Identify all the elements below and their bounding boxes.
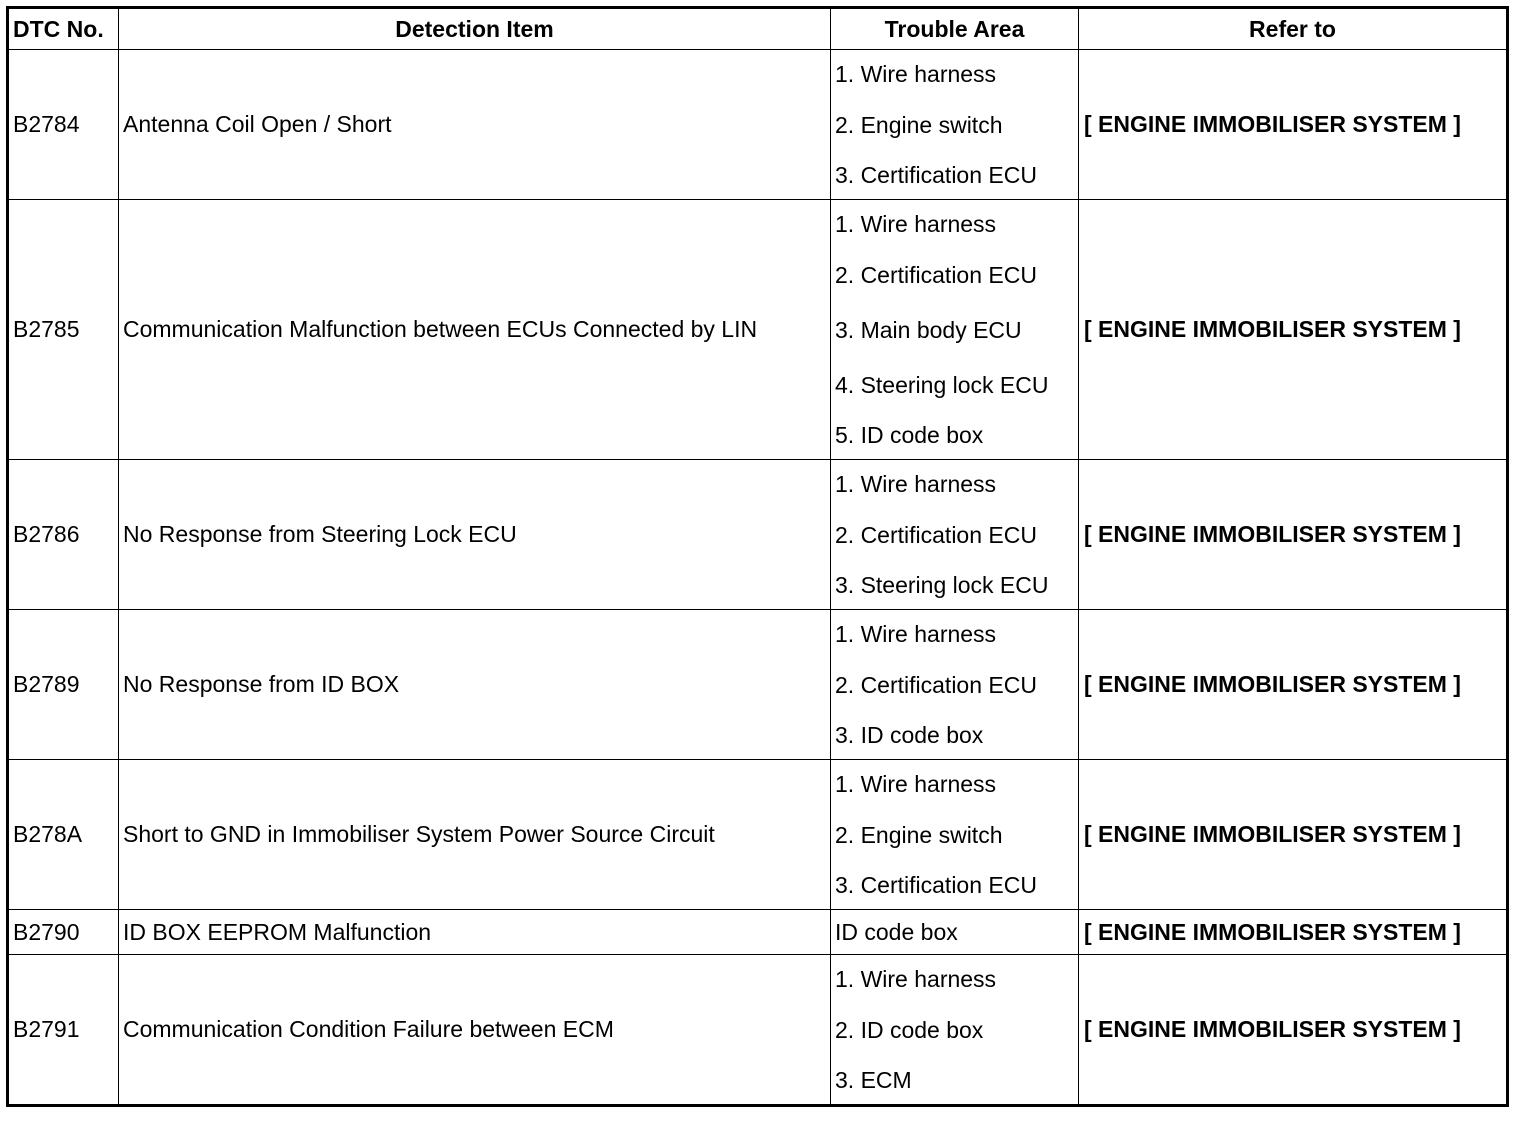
trouble-area-item: 1. Wire harness <box>835 211 997 237</box>
dtc-code-cell: B2785 <box>8 200 119 460</box>
trouble-area-item: 2. Engine switch <box>835 821 1003 848</box>
trouble-area-list <box>835 957 1074 1102</box>
trouble-area-item: 2. Certification ECU <box>835 261 1037 288</box>
dtc-table <box>6 6 1509 1107</box>
trouble-area-item: 4. Steering lock ECU <box>835 371 1049 398</box>
dtc-code-cell: B2789 <box>8 610 119 760</box>
trouble-area-cell: ID code box <box>831 910 1079 955</box>
trouble-area-item: 3. Main body ECU <box>835 316 1022 343</box>
refer-to-link[interactable]: [ ENGINE IMMOBILISER SYSTEM ] <box>1079 610 1508 760</box>
detection-item-cell: Communication Condition Failure between ECM <box>119 955 831 1106</box>
table-row <box>8 760 1508 910</box>
trouble-area-cell <box>831 955 1079 1106</box>
header-detection-item: Detection Item <box>119 8 831 50</box>
trouble-area-list <box>835 202 1074 457</box>
trouble-area-list <box>835 462 1074 607</box>
header-row <box>8 8 1508 50</box>
refer-to-link[interactable]: [ ENGINE IMMOBILISER SYSTEM ] <box>1079 955 1508 1106</box>
dtc-code-cell: B2790 <box>8 910 119 955</box>
dtc-code-cell: B2784 <box>8 50 119 200</box>
trouble-area-item: 3. Certification ECU <box>835 872 1037 898</box>
trouble-area-cell <box>831 200 1079 460</box>
trouble-area-cell <box>831 610 1079 760</box>
detection-item-cell: Antenna Coil Open / Short <box>119 50 831 200</box>
refer-to-link[interactable]: [ ENGINE IMMOBILISER SYSTEM ] <box>1079 460 1508 610</box>
table-header <box>8 8 1508 50</box>
trouble-area-item: 2. ID code box <box>835 1016 984 1043</box>
trouble-area-item: 2. Certification ECU <box>835 671 1037 698</box>
trouble-area-list <box>835 762 1074 907</box>
trouble-area-item: 5. ID code box <box>835 422 984 448</box>
trouble-area-item: 1. Wire harness <box>835 771 997 797</box>
table-row <box>8 50 1508 200</box>
trouble-area-cell <box>831 460 1079 610</box>
refer-to-link[interactable]: [ ENGINE IMMOBILISER SYSTEM ] <box>1079 760 1508 910</box>
trouble-area-item: 3. Steering lock ECU <box>835 572 1049 598</box>
trouble-area-item: 3. ECM <box>835 1067 912 1093</box>
trouble-area-item: 2. Engine switch <box>835 111 1003 138</box>
trouble-area-item: 1. Wire harness <box>835 621 997 647</box>
detection-item-cell: Communication Malfunction between ECUs Connected by LIN <box>119 200 831 460</box>
refer-to-link[interactable]: [ ENGINE IMMOBILISER SYSTEM ] <box>1079 50 1508 200</box>
table-row <box>8 910 1508 955</box>
table-row <box>8 955 1508 1106</box>
detection-item-cell: Short to GND in Immobiliser System Power Source Circuit <box>119 760 831 910</box>
dtc-code-cell: B2786 <box>8 460 119 610</box>
trouble-area-item: 1. Wire harness <box>835 966 997 992</box>
table-row <box>8 460 1508 610</box>
header-dtc-no: DTC No. <box>8 8 119 50</box>
refer-to-link[interactable]: [ ENGINE IMMOBILISER SYSTEM ] <box>1079 200 1508 460</box>
trouble-area-item: 2. Certification ECU <box>835 521 1037 548</box>
trouble-area-cell <box>831 760 1079 910</box>
trouble-area-list <box>835 612 1074 757</box>
trouble-area-cell <box>831 50 1079 200</box>
dtc-code-cell: B2791 <box>8 955 119 1106</box>
detection-item-cell: No Response from Steering Lock ECU <box>119 460 831 610</box>
detection-item-cell: ID BOX EEPROM Malfunction <box>119 910 831 955</box>
trouble-area-item: 3. ID code box <box>835 722 984 748</box>
trouble-area-item: 3. Certification ECU <box>835 162 1037 188</box>
table-body <box>8 50 1508 1106</box>
table-row <box>8 200 1508 460</box>
refer-to-link[interactable]: [ ENGINE IMMOBILISER SYSTEM ] <box>1079 910 1508 955</box>
dtc-code-cell: B278A <box>8 760 119 910</box>
header-trouble-area: Trouble Area <box>831 8 1079 50</box>
header-refer-to: Refer to <box>1079 8 1508 50</box>
trouble-area-item: 1. Wire harness <box>835 471 997 497</box>
detection-item-cell: No Response from ID BOX <box>119 610 831 760</box>
trouble-area-item: 1. Wire harness <box>835 61 997 87</box>
table-row <box>8 610 1508 760</box>
trouble-area-list <box>835 52 1074 197</box>
